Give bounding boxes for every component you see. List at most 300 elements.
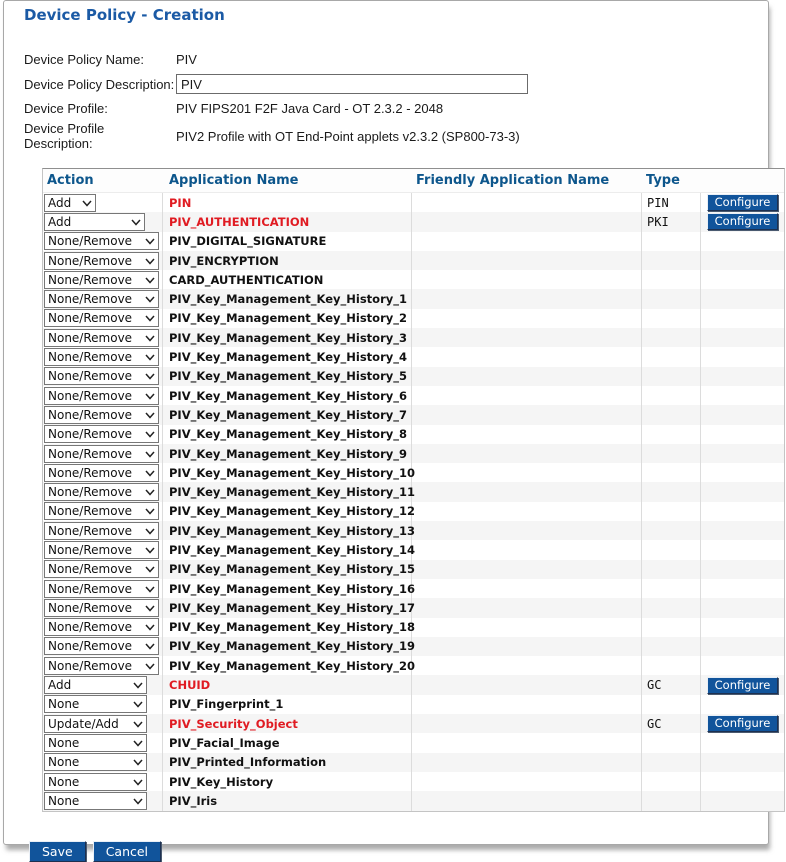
configure-cell [701, 367, 786, 386]
friendly-name-cell [412, 212, 642, 231]
type-cell [642, 540, 701, 559]
application-name-cell [163, 656, 415, 675]
type-cell [642, 656, 701, 675]
application-name-cell [163, 444, 412, 463]
action-select-box [44, 792, 147, 810]
table-row [43, 212, 784, 231]
friendly-name-cell [412, 791, 642, 810]
type-cell [642, 367, 701, 386]
friendly-name-cell [412, 540, 642, 559]
friendly-name-cell [412, 367, 642, 386]
configure-cell [701, 791, 786, 810]
table-header-friendly-name: Friendly Application Name [416, 173, 610, 188]
action-cell [43, 270, 163, 289]
action-cell [43, 521, 163, 540]
device-profile-label: Device Profile: [24, 101, 108, 116]
application-name: PIV_Key_Management_Key_History_18 [169, 620, 415, 635]
action-cell [43, 695, 163, 714]
action-cell [43, 367, 163, 386]
action-cell [43, 637, 163, 656]
action-select[interactable] [44, 541, 159, 559]
action-cell [43, 675, 163, 694]
friendly-name-cell [412, 444, 642, 463]
table-row [43, 405, 784, 424]
application-name: CHUID [169, 678, 211, 693]
action-select-box [44, 522, 159, 540]
friendly-name-cell [412, 232, 642, 251]
table-header-action: Action [47, 173, 94, 188]
action-select[interactable] [44, 252, 159, 270]
configure-button[interactable]: Configure [707, 677, 778, 694]
application-name-cell [163, 251, 412, 270]
application-name-cell [163, 637, 415, 656]
configure-cell [701, 579, 786, 598]
action-select[interactable] [44, 309, 159, 327]
action-select[interactable] [44, 599, 159, 617]
action-cell [43, 772, 163, 791]
action-cell [43, 212, 163, 231]
configure-button[interactable]: Configure [707, 715, 778, 732]
application-name-cell [163, 540, 415, 559]
application-name: PIV_Fingerprint_1 [169, 697, 284, 712]
configure-cell [701, 405, 786, 424]
action-select[interactable] [44, 502, 159, 520]
configure-cell [701, 444, 786, 463]
action-cell [43, 193, 163, 212]
action-select-box [44, 348, 159, 366]
action-cell [43, 289, 163, 308]
configure-cell [701, 675, 786, 694]
action-cell [43, 791, 163, 810]
application-name-cell [163, 405, 412, 424]
action-select[interactable] [44, 715, 147, 733]
action-cell [43, 463, 163, 482]
configure-cell [701, 193, 786, 212]
table-row [43, 791, 784, 810]
configure-cell [701, 425, 786, 444]
configure-cell [701, 482, 786, 501]
table-row [43, 482, 784, 501]
type-cell [642, 791, 701, 810]
application-name: PIV_Key_Management_Key_History_9 [169, 446, 407, 461]
table-row [43, 637, 784, 656]
action-select[interactable] [44, 580, 159, 598]
type-cell [642, 637, 701, 656]
table-row [43, 444, 784, 463]
action-select[interactable] [44, 329, 159, 347]
table-row [43, 579, 784, 598]
type-cell [642, 618, 701, 637]
application-name: PIV_Security_Object [169, 716, 298, 731]
friendly-name-cell [412, 772, 642, 791]
action-select-box [44, 464, 159, 482]
application-name-cell [163, 772, 412, 791]
type-cell [642, 328, 701, 347]
configure-cell [701, 386, 786, 405]
action-select-box [44, 580, 159, 598]
application-name: PIV_Key_Management_Key_History_11 [169, 485, 415, 500]
action-cell [43, 328, 163, 347]
table-row [43, 193, 784, 212]
friendly-name-cell [412, 656, 642, 675]
action-select-box [44, 309, 159, 327]
action-select-box [44, 367, 159, 385]
application-name-cell [163, 328, 412, 347]
configure-cell [701, 289, 786, 308]
friendly-name-cell [412, 637, 642, 656]
form-row-policy-name [24, 49, 768, 70]
type-cell [642, 347, 701, 366]
action-select[interactable] [44, 637, 159, 655]
table-row [43, 367, 784, 386]
application-name-cell [163, 425, 412, 444]
type-cell [642, 675, 701, 694]
application-name-cell [163, 733, 412, 752]
configure-cell [701, 540, 786, 559]
friendly-name-cell [412, 560, 642, 579]
action-select-box [44, 773, 147, 791]
table-row [43, 714, 784, 733]
action-select[interactable] [44, 676, 147, 694]
friendly-name-cell [412, 347, 642, 366]
page-frame [3, 0, 771, 859]
action-select[interactable] [44, 792, 147, 810]
type-cell [642, 502, 701, 521]
action-select[interactable] [44, 367, 159, 385]
configure-cell [701, 270, 786, 289]
action-cell [43, 753, 163, 772]
type-cell [642, 695, 701, 714]
application-name-cell [163, 232, 412, 251]
action-select[interactable] [44, 560, 159, 578]
application-name: PIV_Key_Management_Key_History_16 [169, 581, 415, 596]
application-name-cell [163, 598, 415, 617]
application-name: PIV_AUTHENTICATION [169, 214, 310, 229]
action-select-box [44, 387, 159, 405]
action-select-box [44, 734, 147, 752]
application-name: PIV_Key_Management_Key_History_5 [169, 369, 407, 384]
configure-cell [701, 772, 786, 791]
action-select[interactable] [44, 734, 147, 752]
action-cell [43, 347, 163, 366]
application-name-cell [163, 579, 415, 598]
application-name-cell [163, 386, 412, 405]
application-name-cell [163, 791, 412, 810]
form-row-policy-description [24, 72, 768, 96]
application-name-cell [163, 618, 415, 637]
table-row [43, 232, 784, 251]
action-select[interactable] [44, 194, 96, 212]
type-cell [642, 193, 701, 212]
configure-button[interactable]: Configure [707, 194, 778, 211]
action-select[interactable] [44, 753, 147, 771]
action-select-box [44, 637, 159, 655]
cancel-button[interactable]: Cancel [93, 841, 161, 862]
action-select[interactable] [44, 271, 159, 289]
action-select[interactable] [44, 445, 159, 463]
save-button[interactable]: Save [29, 841, 86, 862]
table-row [43, 695, 784, 714]
table-row [43, 328, 784, 347]
application-name-cell [163, 560, 415, 579]
friendly-name-cell [412, 714, 642, 733]
configure-cell [701, 328, 786, 347]
action-select-box [44, 252, 159, 270]
action-select-box [44, 695, 147, 713]
configure-cell [701, 212, 786, 231]
action-select-box [44, 483, 159, 501]
application-name: PIV_Key_Management_Key_History_7 [169, 407, 407, 422]
policy-description-input[interactable] [176, 74, 528, 94]
type-cell [642, 560, 701, 579]
action-select-box [44, 213, 145, 231]
action-cell [43, 598, 163, 617]
action-select-box [44, 599, 159, 617]
action-select-box [44, 560, 159, 578]
action-select[interactable] [44, 232, 159, 250]
application-name: CARD_AUTHENTICATION [169, 272, 324, 287]
action-select[interactable] [44, 290, 159, 308]
friendly-name-cell [412, 579, 642, 598]
application-name: PIV_Key_Management_Key_History_4 [169, 350, 407, 365]
action-select[interactable] [44, 348, 159, 366]
action-select-box [44, 232, 159, 250]
application-name-cell [163, 270, 412, 289]
configure-cell [701, 232, 786, 251]
friendly-name-cell [412, 695, 642, 714]
table-row [43, 560, 784, 579]
application-name: PIV_Facial_Image [169, 735, 280, 750]
configure-cell [701, 695, 786, 714]
configure-cell [701, 560, 786, 579]
friendly-name-cell [412, 733, 642, 752]
action-select-box [44, 406, 159, 424]
action-cell [43, 618, 163, 637]
type-cell [642, 772, 701, 791]
type-cell [642, 232, 701, 251]
policy-name-value: PIV [176, 52, 197, 67]
action-select[interactable] [44, 657, 159, 675]
friendly-name-cell [412, 193, 642, 212]
table-row [43, 289, 784, 308]
friendly-name-cell [412, 753, 642, 772]
table-row [43, 386, 784, 405]
application-name: PIV_ENCRYPTION [169, 253, 279, 268]
action-select-box [44, 329, 159, 347]
action-select[interactable] [44, 387, 159, 405]
application-name: PIV_Key_Management_Key_History_12 [169, 504, 415, 519]
application-name: PIV_Key_Management_Key_History_14 [169, 542, 415, 557]
action-select-box [44, 541, 159, 559]
table-row [43, 502, 784, 521]
type-cell [642, 714, 701, 733]
action-select-box [44, 502, 159, 520]
application-name-cell [163, 521, 415, 540]
action-cell [43, 444, 163, 463]
type-cell [642, 579, 701, 598]
application-name-cell [163, 212, 412, 231]
action-cell [43, 560, 163, 579]
friendly-name-cell [412, 405, 642, 424]
table-header-row [43, 169, 784, 193]
friendly-name-cell [412, 328, 642, 347]
action-select-box [44, 290, 159, 308]
action-select[interactable] [44, 425, 159, 443]
type-cell [642, 386, 701, 405]
policy-description-label: Device Policy Description: [24, 76, 175, 92]
application-name: PIV_Key_Management_Key_History_8 [169, 427, 407, 442]
action-select[interactable] [44, 695, 147, 713]
action-select-box [44, 445, 159, 463]
configure-cell [701, 502, 786, 521]
type-cell [642, 521, 701, 540]
action-cell [43, 714, 163, 733]
action-cell [43, 405, 163, 424]
action-select-box [44, 194, 96, 212]
friendly-name-cell [412, 521, 642, 540]
configure-cell [701, 637, 786, 656]
type-value: GC [647, 678, 662, 693]
action-cell [43, 425, 163, 444]
action-select[interactable] [44, 522, 159, 540]
type-cell [642, 251, 701, 270]
configure-cell [701, 251, 786, 270]
friendly-name-cell [412, 618, 642, 637]
configure-cell [701, 753, 786, 772]
application-name: PIV_Key_Management_Key_History_20 [169, 658, 415, 673]
table-row [43, 521, 784, 540]
action-bar [29, 841, 768, 862]
action-select[interactable] [44, 618, 159, 636]
application-name: PIV_Key_Management_Key_History_3 [169, 330, 407, 345]
profile-description-value: PIV2 Profile with OT End-Point applets v2.3.2 (SP800-73-3) [176, 128, 520, 144]
table-row [43, 753, 784, 772]
friendly-name-cell [412, 598, 642, 617]
configure-cell [701, 714, 786, 733]
friendly-name-cell [412, 386, 642, 405]
table-row [43, 309, 784, 328]
application-name: PIV_Key_Management_Key_History_15 [169, 562, 415, 577]
action-select-box [44, 715, 147, 733]
type-value: PIN [647, 195, 669, 210]
table-body [43, 193, 784, 811]
table-header-application-name: Application Name [169, 173, 299, 188]
table-row [43, 463, 784, 482]
action-select[interactable] [44, 406, 159, 424]
action-select-box [44, 618, 159, 636]
action-cell [43, 309, 163, 328]
configure-cell [701, 618, 786, 637]
configure-cell [701, 656, 786, 675]
application-name-cell [163, 289, 412, 308]
profile-description-label: Device Profile Description: [24, 121, 105, 151]
table-row [43, 347, 784, 366]
configure-button[interactable]: Configure [707, 213, 778, 230]
application-name: PIV_Iris [169, 793, 218, 808]
configure-cell [701, 309, 786, 328]
action-cell [43, 656, 163, 675]
action-select[interactable] [44, 213, 145, 231]
table-row [43, 656, 784, 675]
type-cell [642, 309, 701, 328]
table-row [43, 733, 784, 752]
table-header-type: Type [646, 173, 680, 188]
device-policy-form [24, 49, 768, 151]
friendly-name-cell [412, 502, 642, 521]
action-cell [43, 733, 163, 752]
type-cell [642, 444, 701, 463]
type-cell [642, 212, 701, 231]
action-select-box [44, 425, 159, 443]
friendly-name-cell [412, 309, 642, 328]
form-row-device-profile [24, 98, 768, 119]
application-name: PIN [169, 195, 192, 210]
friendly-name-cell [412, 289, 642, 308]
type-cell [642, 733, 701, 752]
type-cell [642, 289, 701, 308]
policy-name-label: Device Policy Name: [24, 52, 144, 67]
type-cell [642, 425, 701, 444]
table-row [43, 425, 784, 444]
type-cell [642, 405, 701, 424]
application-name-cell [163, 193, 412, 212]
table-row [43, 540, 784, 559]
action-cell [43, 579, 163, 598]
application-name-cell [163, 347, 412, 366]
action-select-box [44, 676, 147, 694]
action-select-box [44, 271, 159, 289]
application-name-cell [163, 675, 412, 694]
page-title: Device Policy - Creation [24, 6, 225, 24]
application-name-cell [163, 502, 415, 521]
table-row [43, 251, 784, 270]
application-name: PIV_Printed_Information [169, 755, 327, 770]
application-name-cell [163, 753, 412, 772]
action-select[interactable] [44, 464, 159, 482]
friendly-name-cell [412, 482, 642, 501]
action-cell [43, 232, 163, 251]
table-row [43, 618, 784, 637]
application-name-cell [163, 463, 415, 482]
friendly-name-cell [412, 425, 642, 444]
friendly-name-cell [412, 463, 642, 482]
friendly-name-cell [412, 270, 642, 289]
type-cell [642, 270, 701, 289]
type-value: GC [647, 716, 662, 731]
action-select[interactable] [44, 483, 159, 501]
application-name-cell [163, 714, 412, 733]
application-name: PIV_Key_Management_Key_History_13 [169, 523, 415, 538]
table-row [43, 270, 784, 289]
application-name: PIV_Key_Management_Key_History_1 [169, 292, 407, 307]
applications-table [42, 168, 785, 812]
configure-cell [701, 521, 786, 540]
type-value: PKI [647, 214, 669, 229]
friendly-name-cell [412, 251, 642, 270]
action-select-box [44, 657, 159, 675]
application-name: PIV_DIGITAL_SIGNATURE [169, 234, 327, 249]
device-profile-value: PIV FIPS201 F2F Java Card - OT 2.3.2 - 2048 [176, 101, 444, 116]
application-name: PIV_Key_Management_Key_History_10 [169, 465, 415, 480]
configure-cell [701, 733, 786, 752]
application-name-cell [163, 367, 412, 386]
friendly-name-cell [412, 675, 642, 694]
action-select[interactable] [44, 773, 147, 791]
application-name: PIV_Key_Management_Key_History_19 [169, 639, 415, 654]
application-name: PIV_Key_Management_Key_History_17 [169, 600, 415, 615]
type-cell [642, 463, 701, 482]
table-row [43, 772, 784, 791]
